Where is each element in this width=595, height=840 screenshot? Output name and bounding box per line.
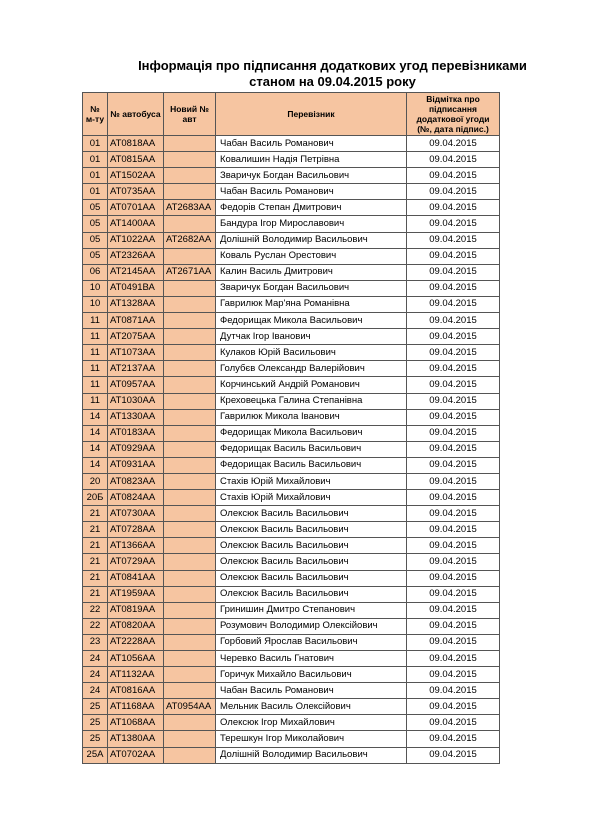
bus-number-cell: АТ1073АА [108, 345, 164, 361]
new-car-number-cell [164, 393, 216, 409]
bus-number-cell: АТ0824АА [108, 490, 164, 506]
bus-number-cell: АТ0823АА [108, 473, 164, 489]
route-cell: 01 [83, 152, 108, 168]
new-car-number-cell [164, 136, 216, 152]
signing-date-cell: 09.04.2015 [407, 586, 500, 602]
route-cell: 11 [83, 313, 108, 329]
carrier-cell: Чабан Василь Романович [216, 683, 407, 699]
new-car-number-cell [164, 683, 216, 699]
table-row [83, 554, 500, 570]
carrier-cell: Долішній Володимир Васильович [216, 747, 407, 763]
signing-date-cell: 09.04.2015 [407, 731, 500, 747]
bus-number-cell: АТ0730АА [108, 506, 164, 522]
new-car-number-cell: АТ2671АА [164, 264, 216, 280]
new-car-number-cell [164, 586, 216, 602]
route-cell: 21 [83, 538, 108, 554]
header-new-car: Новий № авт [164, 93, 216, 136]
bus-number-cell: АТ2228АА [108, 634, 164, 650]
bus-number-cell: АТ0183АА [108, 425, 164, 441]
document-subtitle: станом на 09.04.2015 року [249, 74, 416, 89]
new-car-number-cell [164, 329, 216, 345]
bus-number-cell: АТ1328АА [108, 296, 164, 312]
table-row [83, 313, 500, 329]
route-cell: 20 [83, 473, 108, 489]
signing-date-cell: 09.04.2015 [407, 490, 500, 506]
carrier-cell: Бандура Ігор Мирославович [216, 216, 407, 232]
carrier-cell: Долішній Володимир Васильович [216, 232, 407, 248]
bus-number-cell: АТ0818АА [108, 136, 164, 152]
route-cell: 20Б [83, 490, 108, 506]
table-row [83, 602, 500, 618]
route-cell: 14 [83, 441, 108, 457]
table-row [83, 731, 500, 747]
bus-number-cell: АТ1330АА [108, 409, 164, 425]
bus-number-cell: АТ1502АА [108, 168, 164, 184]
table-row [83, 393, 500, 409]
route-cell: 10 [83, 296, 108, 312]
new-car-number-cell [164, 651, 216, 667]
route-cell: 11 [83, 377, 108, 393]
signing-date-cell: 09.04.2015 [407, 232, 500, 248]
route-cell: 22 [83, 602, 108, 618]
new-car-number-cell [164, 506, 216, 522]
table-row [83, 747, 500, 763]
table-row [83, 200, 500, 216]
route-cell: 11 [83, 361, 108, 377]
signing-date-cell: 09.04.2015 [407, 313, 500, 329]
signing-date-cell: 09.04.2015 [407, 441, 500, 457]
carrier-cell: Федорищак Василь Васильович [216, 457, 407, 473]
route-cell: 21 [83, 554, 108, 570]
carrier-cell: Коваль Руслан Орестович [216, 248, 407, 264]
bus-number-cell: АТ0929АА [108, 441, 164, 457]
carrier-cell: Ковалишин Надія Петрівна [216, 152, 407, 168]
carrier-cell: Зваричук Богдан Васильович [216, 280, 407, 296]
signing-date-cell: 09.04.2015 [407, 554, 500, 570]
table-row [83, 538, 500, 554]
route-cell: 01 [83, 184, 108, 200]
carrier-cell: Федорів Степан Дмитрович [216, 200, 407, 216]
bus-number-cell: АТ0735АА [108, 184, 164, 200]
route-cell: 23 [83, 634, 108, 650]
new-car-number-cell [164, 377, 216, 393]
signing-date-cell: 09.04.2015 [407, 393, 500, 409]
table-row [83, 618, 500, 634]
table-header-row [83, 93, 500, 136]
new-car-number-cell: АТ0954АА [164, 699, 216, 715]
carrier-cell: Стахів Юрій Михайлович [216, 473, 407, 489]
carrier-cell: Голубєв Олександр Валерійович [216, 361, 407, 377]
table-row [83, 296, 500, 312]
table-row [83, 361, 500, 377]
route-cell: 25 [83, 699, 108, 715]
signing-date-cell: 09.04.2015 [407, 184, 500, 200]
carrier-cell: Горичук Михайло Васильович [216, 667, 407, 683]
carrier-cell: Олексюк Василь Васильович [216, 522, 407, 538]
bus-number-cell: АТ0728АА [108, 522, 164, 538]
route-cell: 25 [83, 715, 108, 731]
signing-date-cell: 09.04.2015 [407, 168, 500, 184]
table-row [83, 377, 500, 393]
table-row [83, 329, 500, 345]
carrier-cell: Федорищак Василь Васильович [216, 441, 407, 457]
header-carrier: Перевізник [216, 93, 407, 136]
new-car-number-cell [164, 602, 216, 618]
bus-number-cell: АТ1056АА [108, 651, 164, 667]
bus-number-cell: АТ2145АА [108, 264, 164, 280]
table-row [83, 570, 500, 586]
bus-number-cell: АТ1132АА [108, 667, 164, 683]
signing-date-cell: 09.04.2015 [407, 345, 500, 361]
new-car-number-cell [164, 490, 216, 506]
bus-number-cell: АТ1030АА [108, 393, 164, 409]
signing-date-cell: 09.04.2015 [407, 361, 500, 377]
carrier-cell: Дутчак Ігор Іванович [216, 329, 407, 345]
route-cell: 21 [83, 522, 108, 538]
header-route: № м-ту [83, 93, 108, 136]
carrier-cell: Олексюк Василь Васильович [216, 570, 407, 586]
signing-date-cell: 09.04.2015 [407, 602, 500, 618]
new-car-number-cell [164, 473, 216, 489]
bus-number-cell: АТ2075АА [108, 329, 164, 345]
carrier-cell: Горбовий Ярослав Васильович [216, 634, 407, 650]
bus-number-cell: АТ1068АА [108, 715, 164, 731]
new-car-number-cell [164, 457, 216, 473]
signing-date-cell: 09.04.2015 [407, 747, 500, 763]
new-car-number-cell: АТ2683АА [164, 200, 216, 216]
new-car-number-cell [164, 618, 216, 634]
table-row [83, 506, 500, 522]
route-cell: 21 [83, 586, 108, 602]
table-row [83, 264, 500, 280]
table-row [83, 490, 500, 506]
signing-date-cell: 09.04.2015 [407, 457, 500, 473]
signing-date-cell: 09.04.2015 [407, 538, 500, 554]
bus-number-cell: АТ0729АА [108, 554, 164, 570]
route-cell: 25А [83, 747, 108, 763]
bus-number-cell: АТ0815АА [108, 152, 164, 168]
carrier-cell: Розумович Володимир Олексійович [216, 618, 407, 634]
carrier-cell: Чабан Василь Романович [216, 136, 407, 152]
table-row [83, 136, 500, 152]
bus-number-cell: АТ1366АА [108, 538, 164, 554]
table-row [83, 715, 500, 731]
table-row [83, 232, 500, 248]
signing-date-cell: 09.04.2015 [407, 216, 500, 232]
new-car-number-cell [164, 554, 216, 570]
signing-date-cell: 09.04.2015 [407, 152, 500, 168]
table-row [83, 248, 500, 264]
table-row [83, 586, 500, 602]
signing-date-cell: 09.04.2015 [407, 522, 500, 538]
route-cell: 11 [83, 345, 108, 361]
route-cell: 25 [83, 731, 108, 747]
carrier-cell: Мельник Василь Олексійович [216, 699, 407, 715]
signing-date-cell: 09.04.2015 [407, 667, 500, 683]
bus-number-cell: АТ2326АА [108, 248, 164, 264]
signing-date-cell: 09.04.2015 [407, 683, 500, 699]
header-bus: № автобуса [108, 93, 164, 136]
carrier-cell: Олексюк Ігор Михайлович [216, 715, 407, 731]
new-car-number-cell [164, 152, 216, 168]
carrier-cell: Креховецька Галина Степанівна [216, 393, 407, 409]
new-car-number-cell: АТ2682АА [164, 232, 216, 248]
bus-number-cell: АТ1022АА [108, 232, 164, 248]
bus-number-cell: АТ1959АА [108, 586, 164, 602]
route-cell: 01 [83, 136, 108, 152]
bus-number-cell: АТ0702АА [108, 747, 164, 763]
table-row [83, 441, 500, 457]
route-cell: 10 [83, 280, 108, 296]
signing-date-cell: 09.04.2015 [407, 506, 500, 522]
bus-number-cell: АТ0701АА [108, 200, 164, 216]
carrier-cell: Гринишин Дмитро Степанович [216, 602, 407, 618]
carrier-cell: Федорищак Микола Васильович [216, 425, 407, 441]
signing-date-cell: 09.04.2015 [407, 264, 500, 280]
table-row [83, 345, 500, 361]
carrier-cell: Стахів Юрій Михайлович [216, 490, 407, 506]
table-row [83, 457, 500, 473]
signing-date-cell: 09.04.2015 [407, 473, 500, 489]
carriers-table [82, 92, 500, 764]
signing-date-cell: 09.04.2015 [407, 136, 500, 152]
carrier-cell: Терешкун Ігор Миколайович [216, 731, 407, 747]
route-cell: 24 [83, 683, 108, 699]
table-row [83, 280, 500, 296]
table-row [83, 683, 500, 699]
table-row [83, 699, 500, 715]
new-car-number-cell [164, 313, 216, 329]
new-car-number-cell [164, 715, 216, 731]
carrier-cell: Гаврилюк Микола Іванович [216, 409, 407, 425]
new-car-number-cell [164, 667, 216, 683]
route-cell: 21 [83, 506, 108, 522]
bus-number-cell: АТ0819АА [108, 602, 164, 618]
table-row [83, 216, 500, 232]
new-car-number-cell [164, 361, 216, 377]
bus-number-cell: АТ0491ВА [108, 280, 164, 296]
carrier-cell: Чабан Василь Романович [216, 184, 407, 200]
new-car-number-cell [164, 280, 216, 296]
carrier-cell: Федорищак Микола Васильович [216, 313, 407, 329]
bus-number-cell: АТ1380АА [108, 731, 164, 747]
table-row [83, 152, 500, 168]
table-row [83, 651, 500, 667]
new-car-number-cell [164, 409, 216, 425]
new-car-number-cell [164, 345, 216, 361]
new-car-number-cell [164, 634, 216, 650]
route-cell: 24 [83, 667, 108, 683]
carrier-cell: Олексюк Василь Васильович [216, 554, 407, 570]
signing-date-cell: 09.04.2015 [407, 425, 500, 441]
route-cell: 21 [83, 570, 108, 586]
carrier-cell: Олексюк Василь Васильович [216, 506, 407, 522]
new-car-number-cell [164, 522, 216, 538]
signing-date-cell: 09.04.2015 [407, 409, 500, 425]
signing-date-cell: 09.04.2015 [407, 248, 500, 264]
new-car-number-cell [164, 216, 216, 232]
carrier-cell: Калин Василь Дмитрович [216, 264, 407, 280]
new-car-number-cell [164, 570, 216, 586]
table-row [83, 409, 500, 425]
table-row [83, 522, 500, 538]
signing-date-cell: 09.04.2015 [407, 296, 500, 312]
signing-date-cell: 09.04.2015 [407, 618, 500, 634]
carrier-cell: Гаврилюк Мар'яна Романівна [216, 296, 407, 312]
carrier-cell: Олексюк Василь Васильович [216, 538, 407, 554]
new-car-number-cell [164, 538, 216, 554]
route-cell: 01 [83, 168, 108, 184]
route-cell: 05 [83, 232, 108, 248]
table-row [83, 425, 500, 441]
new-car-number-cell [164, 296, 216, 312]
signing-date-cell: 09.04.2015 [407, 200, 500, 216]
table-row [83, 667, 500, 683]
route-cell: 11 [83, 329, 108, 345]
table-row [83, 473, 500, 489]
new-car-number-cell [164, 168, 216, 184]
carrier-cell: Зваричук Богдан Васильович [216, 168, 407, 184]
new-car-number-cell [164, 441, 216, 457]
signing-date-cell: 09.04.2015 [407, 651, 500, 667]
new-car-number-cell [164, 747, 216, 763]
bus-number-cell: АТ0820АА [108, 618, 164, 634]
signing-date-cell: 09.04.2015 [407, 329, 500, 345]
route-cell: 06 [83, 264, 108, 280]
bus-number-cell: АТ0957АА [108, 377, 164, 393]
route-cell: 05 [83, 200, 108, 216]
new-car-number-cell [164, 731, 216, 747]
bus-number-cell: АТ1168АА [108, 699, 164, 715]
route-cell: 14 [83, 409, 108, 425]
bus-number-cell: АТ0816АА [108, 683, 164, 699]
bus-number-cell: АТ0841АА [108, 570, 164, 586]
table-row [83, 634, 500, 650]
bus-number-cell: АТ2137АА [108, 361, 164, 377]
signing-date-cell: 09.04.2015 [407, 377, 500, 393]
signing-date-cell: 09.04.2015 [407, 699, 500, 715]
carrier-cell: Корчинський Андрій Романович [216, 377, 407, 393]
route-cell: 14 [83, 457, 108, 473]
signing-date-cell: 09.04.2015 [407, 715, 500, 731]
carrier-cell: Черевко Василь Гнатович [216, 651, 407, 667]
route-cell: 22 [83, 618, 108, 634]
header-mark: Відмітка про підписання додаткової угоди (№, дата підпис.) [407, 93, 500, 136]
signing-date-cell: 09.04.2015 [407, 570, 500, 586]
route-cell: 05 [83, 248, 108, 264]
carrier-cell: Кулаков Юрій Васильович [216, 345, 407, 361]
document-title: Інформація про підписання додаткових угод перевізниками [138, 58, 527, 73]
bus-number-cell: АТ0871АА [108, 313, 164, 329]
route-cell: 05 [83, 216, 108, 232]
bus-number-cell: АТ1400АА [108, 216, 164, 232]
signing-date-cell: 09.04.2015 [407, 634, 500, 650]
new-car-number-cell [164, 184, 216, 200]
new-car-number-cell [164, 425, 216, 441]
signing-date-cell: 09.04.2015 [407, 280, 500, 296]
route-cell: 11 [83, 393, 108, 409]
carrier-cell: Олексюк Василь Васильович [216, 586, 407, 602]
bus-number-cell: АТ0931АА [108, 457, 164, 473]
route-cell: 24 [83, 651, 108, 667]
table-row [83, 184, 500, 200]
new-car-number-cell [164, 248, 216, 264]
route-cell: 14 [83, 425, 108, 441]
table-row [83, 168, 500, 184]
